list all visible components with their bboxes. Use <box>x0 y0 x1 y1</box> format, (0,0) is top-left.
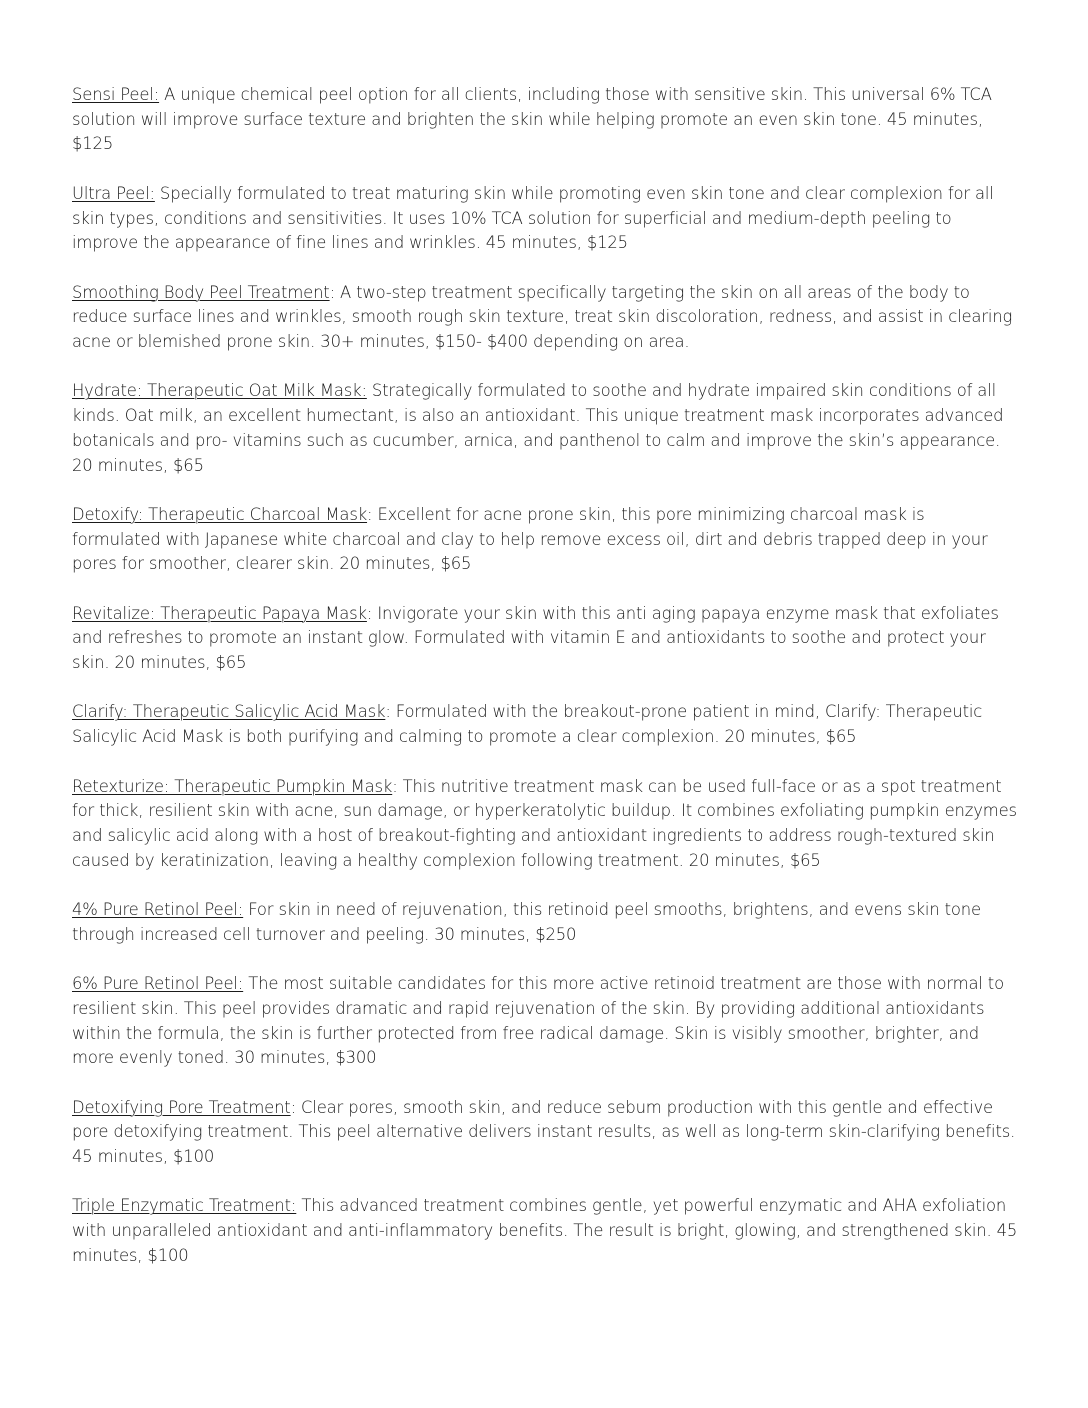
treatment-title: Retexturize: Therapeutic Pumpkin Mask <box>72 776 393 796</box>
treatment-description: A unique chemical peel option for all clients, including those with sensitive skin. This universal 6% TCA solution will improve surface texture and brighten the skin while helping promote an even skin tone. 45 minutes, $125 <box>72 85 992 154</box>
treatment-entry-smoothing-body-peel <box>72 281 1018 355</box>
treatment-description: : Clear pores, smooth skin, and reduce sebum production with this gentle and effective pore detoxifying treatment. This peel alternative delivers instant results, as well as long-term skin-clarifying benefits. 45 minutes, $100 <box>72 1097 1016 1167</box>
treatment-entry-salicylic-acid-mask <box>72 700 1018 749</box>
treatment-description: : Invigorate your skin with this anti aging papaya enzyme mask that exfoliates and refreshes to promote an instant glow. Formulated with vitamin E and antioxidants to soothe and protect your skin. 20 minutes, $65 <box>72 603 999 673</box>
treatment-entry-charcoal-mask <box>72 503 1018 577</box>
treatment-title: Smoothing Body Peel Treatment <box>72 282 330 302</box>
treatment-entry-oat-milk-mask <box>72 379 1018 478</box>
treatment-title: Revitalize: Therapeutic Papaya Mask <box>72 603 367 623</box>
treatment-list <box>72 83 1018 1293</box>
treatment-title: Detoxify: Therapeutic Charcoal Mask <box>72 504 368 524</box>
treatment-title: Hydrate: Therapeutic Oat Milk Mask: <box>72 381 367 401</box>
treatment-description: : Excellent for acne prone skin, this pore minimizing charcoal mask is formulated with Japanese white charcoal and clay to help remove excess oil, dirt and debris trapped deep in your pores for smoother, clearer skin. 20 minutes, $65 <box>72 504 988 574</box>
treatment-description: The most suitable candidates for this more active retinoid treatment are those with normal to resilient skin. This peel provides dramatic and rapid rejuvenation of the skin. By providing additional antioxidants within the formula, the skin is further protected from free radical damage. Skin is visibly smoother, brighter, and more evenly toned. 30 minutes, $300 <box>72 974 1004 1068</box>
treatment-entry-sensi-peel <box>72 83 1018 157</box>
treatment-entry-6-retinol-peel <box>72 972 1018 1071</box>
treatment-description: This advanced treatment combines gentle, yet powerful enzymatic and AHA exfoliation with unparalleled antioxidant and anti-inflammatory benefits. The result is bright, glowing, and strengthened skin. 45 minutes, $100 <box>72 1196 1018 1265</box>
treatment-entry-pumpkin-mask <box>72 775 1018 874</box>
treatment-description: For skin in need of rejuvenation, this retinoid peel smooths, brightens, and evens skin tone through increased cell turnover and peeling. 30 minutes, $250 <box>72 900 981 944</box>
treatment-title: 6% Pure Retinol Peel: <box>72 974 244 994</box>
treatment-entry-ultra-peel <box>72 182 1018 256</box>
treatment-title: Ultra Peel: <box>72 183 155 203</box>
treatment-entry-papaya-mask <box>72 602 1018 676</box>
treatment-title: Detoxifying Pore Treatment <box>72 1097 291 1117</box>
treatment-entry-4-retinol-peel <box>72 898 1018 947</box>
treatment-description: : A two-step treatment specifically targeting the skin on all areas of the body to reduce surface lines and wrinkles, smooth rough skin texture, treat skin discoloration, redness, and assist in clearing acne or blemished prone skin. 30+ minutes, $150- $400 depending on area. <box>72 282 1013 351</box>
treatment-description: Strategically formulated to soothe and hydrate impaired skin conditions of all kinds. Oat milk, an excellent humectant, is also an antioxidant. This unique treatment mask incorporates advanced botanicals and pro- vitamins such as cucumber, arnica, and panthenol to calm and improve the skin’s appearance. 20 minutes, $65 <box>72 381 1004 475</box>
treatment-description: : This nutritive treatment mask can be used full-face or as a spot treatment for thick, resilient skin with acne, sun damage, or hyperkeratolytic buildup. It combines exfoliating pumpkin enzymes and salicylic acid along with a host of breakout-fighting and antioxidant ingredients to address rough-textured skin caused by keratinization, leaving a healthy complexion following treatment. 20 minutes, $65 <box>72 776 1017 870</box>
treatment-title: Clarify: Therapeutic Salicylic Acid Mask <box>72 702 386 722</box>
treatment-title: 4% Pure Retinol Peel: <box>72 900 244 920</box>
treatment-description: Specially formulated to treat maturing skin while promoting even skin tone and clear complexion for all skin types, conditions and sensitivities. It uses 10% TCA solution for superficial and medium-depth peeling to improve the appearance of fine lines and wrinkles. 45 minutes, $125 <box>72 183 994 253</box>
treatment-entry-detoxifying-pore <box>72 1096 1018 1170</box>
treatment-title: Sensi Peel: <box>72 85 160 104</box>
treatment-entry-triple-enzymatic <box>72 1194 1018 1268</box>
treatment-title: Triple Enzymatic Treatment: <box>72 1196 297 1216</box>
treatment-description: : Formulated with the breakout-prone patient in mind, Clarify: Therapeutic Salicylic Acid Mask is both purifying and calming to promote a clear complexion. 20 minutes, $65 <box>72 702 983 747</box>
